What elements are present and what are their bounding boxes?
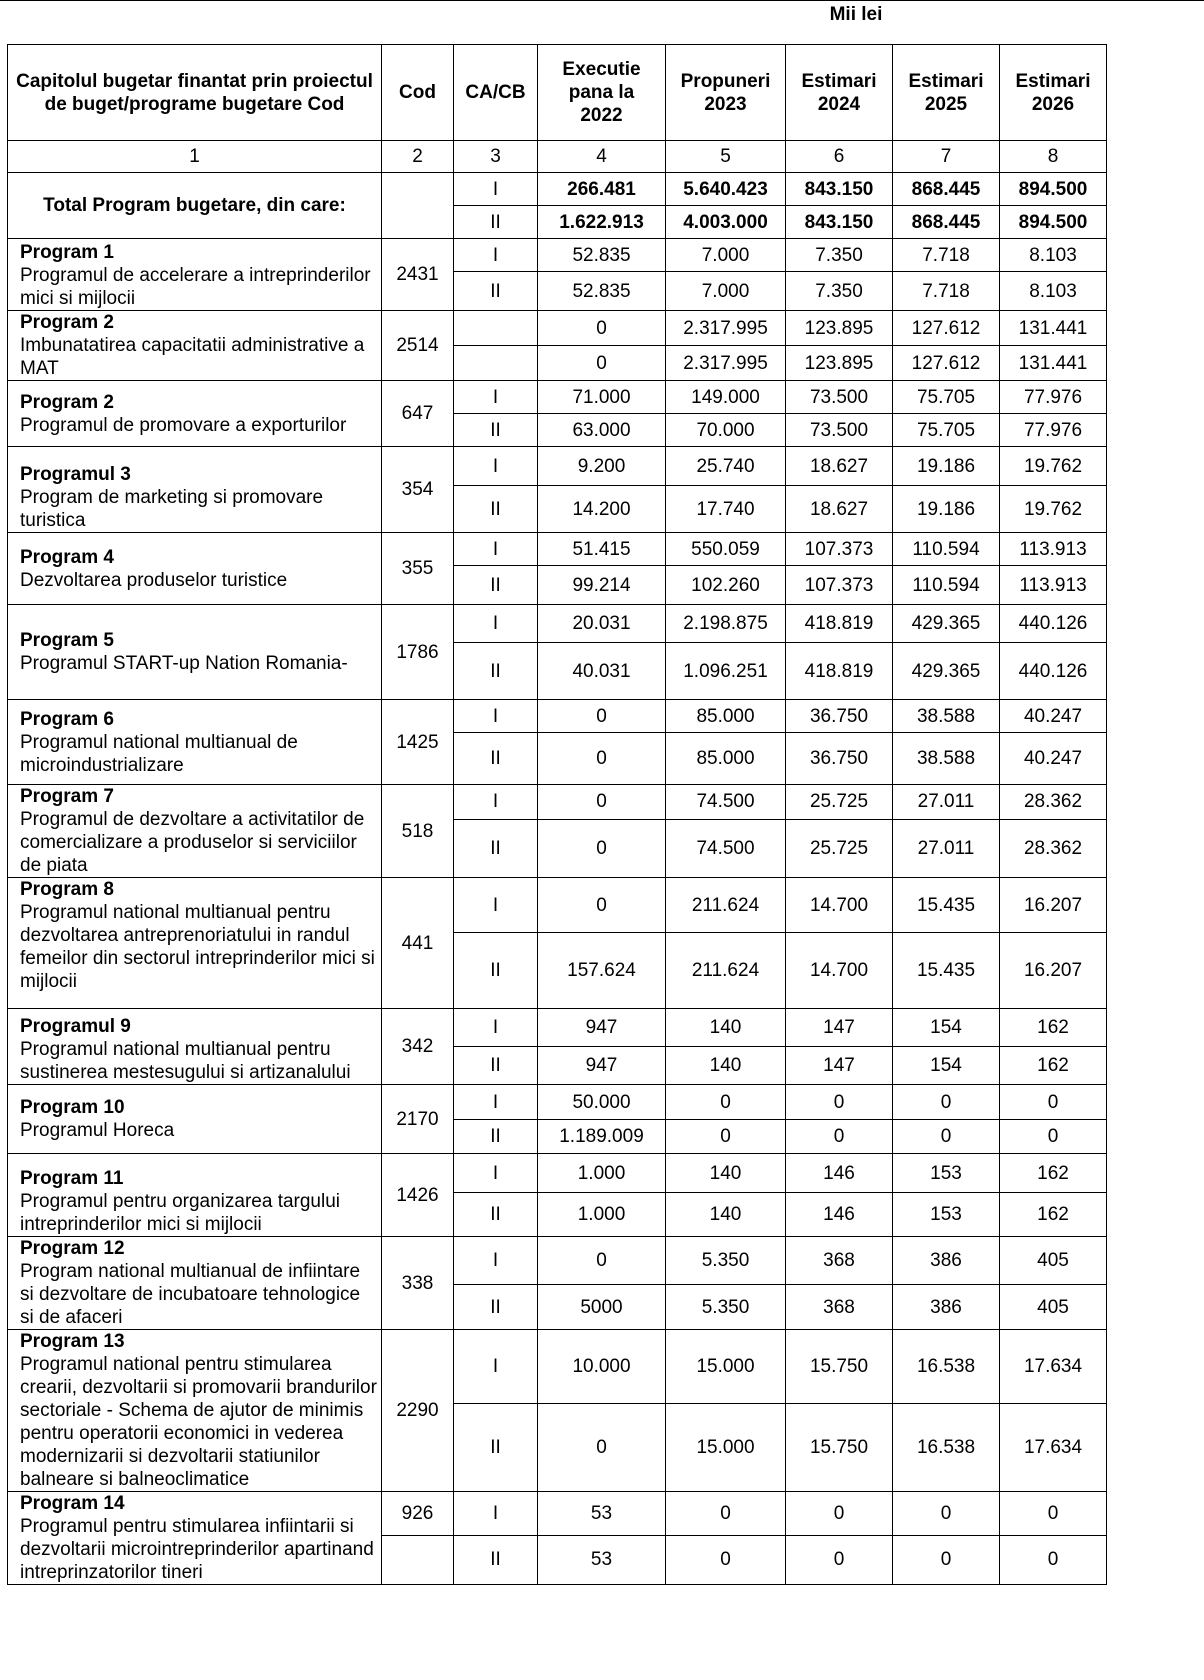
value-cell: 0 [893,1085,1000,1120]
value-cell: 211.624 [666,933,786,1009]
value-cell: 9.200 [538,447,666,486]
header-exec-2022: Executie pana la 2022 [538,45,666,141]
value-cell: 127.612 [893,311,1000,346]
value-cell: 2.198.875 [666,605,786,643]
program-description: Programul de accelerare a intreprinderilor mici si mijlocii [20,265,371,309]
value-cell: 27.011 [893,819,1000,877]
value-cell: 17.634 [1000,1404,1107,1492]
value-cell: 0 [666,1120,786,1154]
program-title: Program 4 [20,546,114,568]
program-row [8,533,1107,566]
program-title: Program 1 [20,242,114,263]
value-cell: 52.835 [538,239,666,272]
value-cell: 418.819 [786,605,893,643]
value-cell: 17.634 [1000,1330,1107,1404]
program-description: Programul pentru organizarea targului intreprinderilor mici si mijlocii [20,1191,341,1235]
value-cell: 1.189.009 [538,1120,666,1154]
program-name-cell [8,1085,382,1154]
value-cell: 0 [538,1404,666,1492]
program-code: 354 [382,447,454,533]
program-description: Dezvoltarea produselor turistice [20,569,288,591]
program-description: Programul Horeca [20,1120,175,1141]
program-title: Program 12 [20,1238,125,1259]
value-cell: 440.126 [1000,643,1107,700]
value-cell: 162 [1000,1047,1107,1085]
value-cell: 0 [786,1492,893,1536]
program-name-cell [8,1330,382,1492]
program-row [8,785,1107,820]
value-cell: 0 [786,1535,893,1584]
value-cell: 77.976 [1000,381,1107,414]
index-cell: 8 [1000,141,1107,173]
value-cell: 75.705 [893,414,1000,447]
program-name-cell [8,381,382,447]
cacb-cell: II [454,1535,538,1584]
program-code: 441 [382,878,454,1009]
program-row [8,605,1107,643]
total-label: Total Program bugetare, din care: [8,173,382,239]
value-cell: 15.000 [666,1404,786,1492]
index-cell: 7 [893,141,1000,173]
value-cell: 162 [1000,1009,1107,1047]
program-row [8,1492,1107,1536]
value-cell: 15.000 [666,1330,786,1404]
value-cell: 0 [1000,1085,1107,1120]
total-cacb: II [454,206,538,239]
value-cell: 146 [786,1193,893,1237]
value-cell: 71.000 [538,381,666,414]
program-name-cell [8,311,382,381]
program-code: 518 [382,785,454,878]
value-cell: 147 [786,1009,893,1047]
value-cell: 947 [538,1047,666,1085]
value-cell: 102.260 [666,566,786,605]
cacb-cell: I [454,1237,538,1285]
cacb-cell: II [454,486,538,533]
program-name-cell [8,533,382,605]
value-cell: 27.011 [893,785,1000,820]
program-row [8,447,1107,486]
cacb-cell: II [454,643,538,700]
value-cell: 36.750 [786,733,893,785]
program-name-cell [8,1237,382,1330]
value-cell: 153 [893,1193,1000,1237]
value-cell: 154 [893,1047,1000,1085]
value-cell: 113.913 [1000,566,1107,605]
cacb-cell: II [454,1120,538,1154]
value-cell: 85.000 [666,700,786,733]
program-code: 2170 [382,1085,454,1154]
value-cell: 10.000 [538,1330,666,1404]
cacb-cell: I [454,700,538,733]
table-body [8,45,1107,1585]
value-cell: 7.350 [786,239,893,272]
value-cell: 1.000 [538,1154,666,1193]
value-cell: 0 [538,1237,666,1285]
value-cell: 0 [538,878,666,933]
value-cell: 0 [538,346,666,381]
total-value: 843.150 [786,173,893,206]
value-cell: 154 [893,1009,1000,1047]
program-row [8,1330,1107,1404]
value-cell: 14.700 [786,933,893,1009]
value-cell: 77.976 [1000,414,1107,447]
value-cell: 0 [666,1492,786,1536]
cacb-cell: I [454,1330,538,1404]
program-title: Program 7 [20,786,114,807]
value-cell: 131.441 [1000,346,1107,381]
program-description: Programul de dezvoltare a activitatilor de comercializare a produselor si serviciilor de piata [20,809,365,876]
program-code: 342 [382,1009,454,1085]
program-name-cell [8,1492,382,1585]
cacb-cell: II [454,1285,538,1330]
program-row [8,1009,1107,1047]
program-title: Program 8 [20,879,114,900]
cacb-cell: I [454,785,538,820]
value-cell: 14.200 [538,486,666,533]
value-cell: 7.000 [666,239,786,272]
value-cell: 0 [893,1535,1000,1584]
value-cell: 63.000 [538,414,666,447]
cacb-cell: I [454,447,538,486]
value-cell: 28.362 [1000,819,1107,877]
program-code: 338 [382,1237,454,1330]
value-cell: 7.718 [893,272,1000,311]
value-cell: 0 [666,1535,786,1584]
value-cell: 113.913 [1000,533,1107,566]
value-cell: 74.500 [666,785,786,820]
total-value: 868.445 [893,173,1000,206]
program-title: Program 2 [20,391,114,413]
value-cell: 99.214 [538,566,666,605]
program-description: Programul national multianual de microindustrializare [20,731,298,776]
total-code [382,173,454,239]
header-row [8,45,1107,141]
header-est-2024: Estimari 2024 [786,45,893,141]
value-cell: 0 [538,311,666,346]
value-cell: 140 [666,1047,786,1085]
value-cell: 53 [538,1535,666,1584]
program-code: 1426 [382,1154,454,1237]
index-cell: 2 [382,141,454,173]
value-cell: 8.103 [1000,272,1107,311]
top-rule [0,0,1204,1]
value-cell: 386 [893,1285,1000,1330]
value-cell: 153 [893,1154,1000,1193]
value-cell: 16.538 [893,1330,1000,1404]
value-cell: 0 [1000,1535,1107,1584]
value-cell: 107.373 [786,533,893,566]
header-est-2026: Estimari 2026 [1000,45,1107,141]
value-cell: 405 [1000,1285,1107,1330]
program-code: 926 [382,1492,454,1536]
program-name-cell [8,700,382,785]
value-cell: 0 [1000,1120,1107,1154]
program-title: Program 11 [20,1168,124,1189]
value-cell: 50.000 [538,1085,666,1120]
value-cell: 19.762 [1000,486,1107,533]
value-cell: 7.350 [786,272,893,311]
program-row [8,239,1107,272]
value-cell: 73.500 [786,414,893,447]
value-cell: 0 [1000,1492,1107,1536]
value-cell: 107.373 [786,566,893,605]
program-title: Programul 3 [20,464,131,485]
value-cell: 1.096.251 [666,643,786,700]
value-cell: 440.126 [1000,605,1107,643]
value-cell: 40.247 [1000,700,1107,733]
program-title: Program 14 [20,1493,125,1514]
value-cell: 429.365 [893,643,1000,700]
cacb-cell: I [454,1154,538,1193]
value-cell: 40.247 [1000,733,1107,785]
index-cell: 4 [538,141,666,173]
cacb-cell: I [454,1009,538,1047]
total-value: 894.500 [1000,206,1107,239]
value-cell: 149.000 [666,381,786,414]
value-cell: 211.624 [666,878,786,933]
value-cell: 19.762 [1000,447,1107,486]
value-cell: 8.103 [1000,239,1107,272]
cacb-cell: II [454,819,538,877]
value-cell: 127.612 [893,346,1000,381]
value-cell: 550.059 [666,533,786,566]
unit-label: Mii lei [829,4,883,25]
value-cell: 140 [666,1193,786,1237]
program-code: 1425 [382,700,454,785]
program-description: Programul de promovare a exporturilor [20,414,347,436]
header-cacb: CA/CB [454,45,538,141]
program-title: Program 6 [20,708,114,730]
value-cell: 162 [1000,1154,1107,1193]
cacb-cell: II [454,933,538,1009]
index-cell: 1 [8,141,382,173]
program-description: Program de marketing si promovare turistica [20,487,324,531]
program-row [8,311,1107,346]
value-cell: 386 [893,1237,1000,1285]
value-cell: 5.350 [666,1285,786,1330]
program-title: Program 10 [20,1097,125,1118]
program-row [8,700,1107,733]
cacb-cell: I [454,1492,538,1536]
index-row [8,141,1107,173]
value-cell: 110.594 [893,533,1000,566]
header-code: Cod [382,45,454,141]
total-cacb: I [454,173,538,206]
value-cell: 162 [1000,1193,1107,1237]
value-cell: 85.000 [666,733,786,785]
budget-table [7,44,1107,1585]
value-cell: 74.500 [666,819,786,877]
value-cell: 123.895 [786,311,893,346]
program-row [8,1154,1107,1193]
value-cell: 2.317.995 [666,346,786,381]
program-row [8,381,1107,414]
value-cell: 20.031 [538,605,666,643]
value-cell: 368 [786,1237,893,1285]
value-cell: 0 [666,1085,786,1120]
value-cell: 368 [786,1285,893,1330]
program-name-cell [8,239,382,311]
cacb-cell: I [454,239,538,272]
value-cell: 140 [666,1009,786,1047]
cacb-cell: II [454,566,538,605]
value-cell: 157.624 [538,933,666,1009]
header-prop-2023: Propuneri 2023 [666,45,786,141]
program-description: Programul START-up Nation Romania- [20,653,348,674]
value-cell: 51.415 [538,533,666,566]
total-value: 843.150 [786,206,893,239]
value-cell: 947 [538,1009,666,1047]
program-name-cell [8,605,382,700]
program-code: 647 [382,381,454,447]
program-code: 2431 [382,239,454,311]
value-cell: 131.441 [1000,311,1107,346]
value-cell: 14.700 [786,878,893,933]
value-cell: 70.000 [666,414,786,447]
value-cell: 147 [786,1047,893,1085]
value-cell: 0 [786,1085,893,1120]
value-cell: 2.317.995 [666,311,786,346]
value-cell: 40.031 [538,643,666,700]
cacb-cell: I [454,605,538,643]
value-cell: 16.538 [893,1404,1000,1492]
program-code-empty [382,1535,454,1584]
cacb-cell: I [454,878,538,933]
value-cell: 15.435 [893,878,1000,933]
value-cell: 75.705 [893,381,1000,414]
value-cell: 0 [893,1120,1000,1154]
value-cell: 16.207 [1000,933,1107,1009]
value-cell: 15.750 [786,1330,893,1404]
value-cell: 140 [666,1154,786,1193]
program-title: Program 5 [20,630,114,651]
value-cell: 15.750 [786,1404,893,1492]
program-name-cell [8,1009,382,1085]
cacb-cell: II [454,1404,538,1492]
value-cell: 5.350 [666,1237,786,1285]
cacb-cell: II [454,272,538,311]
program-name-cell [8,447,382,533]
value-cell: 16.207 [1000,878,1107,933]
value-cell: 38.588 [893,700,1000,733]
cacb-cell: I [454,533,538,566]
program-description: Programul pentru stimularea infiintarii si dezvoltarii microintreprinderilor apartinand intreprinzatorilor tineri [20,1516,374,1583]
program-name-cell [8,878,382,1009]
value-cell: 429.365 [893,605,1000,643]
value-cell: 7.000 [666,272,786,311]
cacb-cell: II [454,1047,538,1085]
program-code: 355 [382,533,454,605]
value-cell: 38.588 [893,733,1000,785]
program-description: Programul national multianual pentru sustinerea mestesugului si artizanalului [20,1039,351,1083]
cacb-cell: I [454,1085,538,1120]
value-cell: 15.435 [893,933,1000,1009]
value-cell: 405 [1000,1237,1107,1285]
value-cell: 7.718 [893,239,1000,272]
program-description: Imbunatatirea capacitatii administrative a MAT [20,335,365,379]
value-cell: 73.500 [786,381,893,414]
value-cell: 0 [538,733,666,785]
program-code: 2290 [382,1330,454,1492]
value-cell: 0 [538,700,666,733]
total-row-ca [8,173,1107,206]
index-cell: 5 [666,141,786,173]
program-description: Programul national pentru stimularea crearii, dezvoltarii si promovarii brandurilor sectoriale - Schema de ajutor de minimis pentru operatorii economici in vederea modernizarii si dezvoltarii statiunilor balneare si balneoclimatice [20,1354,377,1490]
value-cell: 25.740 [666,447,786,486]
value-cell: 18.627 [786,447,893,486]
cacb-cell: II [454,733,538,785]
value-cell: 0 [786,1120,893,1154]
program-title: Programul 9 [20,1016,131,1037]
value-cell: 36.750 [786,700,893,733]
program-row [8,878,1107,933]
program-row [8,1085,1107,1120]
value-cell: 19.186 [893,486,1000,533]
header-est-2025: Estimari 2025 [893,45,1000,141]
value-cell: 1.000 [538,1193,666,1237]
program-title: Program 2 [20,312,114,333]
cacb-cell: I [454,381,538,414]
cacb-cell [454,311,538,346]
value-cell: 0 [538,785,666,820]
total-value: 266.481 [538,173,666,206]
total-value: 894.500 [1000,173,1107,206]
value-cell: 123.895 [786,346,893,381]
program-code: 1786 [382,605,454,700]
program-title: Program 13 [20,1331,125,1352]
value-cell: 418.819 [786,643,893,700]
value-cell: 17.740 [666,486,786,533]
value-cell: 110.594 [893,566,1000,605]
index-cell: 6 [786,141,893,173]
total-value: 1.622.913 [538,206,666,239]
value-cell: 0 [893,1492,1000,1536]
value-cell: 0 [538,819,666,877]
value-cell: 25.725 [786,819,893,877]
value-cell: 25.725 [786,785,893,820]
value-cell: 28.362 [1000,785,1107,820]
program-name-cell [8,1154,382,1237]
cacb-cell: II [454,1193,538,1237]
value-cell: 53 [538,1492,666,1536]
program-description: Programul national multianual pentru dezvoltarea antreprenoriatului in randul femeilor din sectorul intreprinderilor mici si mijlocii [20,902,375,992]
header-chapter: Capitolul bugetar finantat prin proiectul de buget/programe bugetare Cod [8,45,382,141]
cacb-cell [454,346,538,381]
value-cell: 19.186 [893,447,1000,486]
program-description: Program national multianual de infiintare si dezvoltare de incubatoare tehnologice si de afaceri [20,1261,361,1328]
program-code: 2514 [382,311,454,381]
total-value: 4.003.000 [666,206,786,239]
program-row [8,1237,1107,1285]
value-cell: 52.835 [538,272,666,311]
total-value: 5.640.423 [666,173,786,206]
program-name-cell [8,785,382,878]
value-cell: 146 [786,1154,893,1193]
index-cell: 3 [454,141,538,173]
value-cell: 5000 [538,1285,666,1330]
cacb-cell: II [454,414,538,447]
total-value: 868.445 [893,206,1000,239]
value-cell: 18.627 [786,486,893,533]
